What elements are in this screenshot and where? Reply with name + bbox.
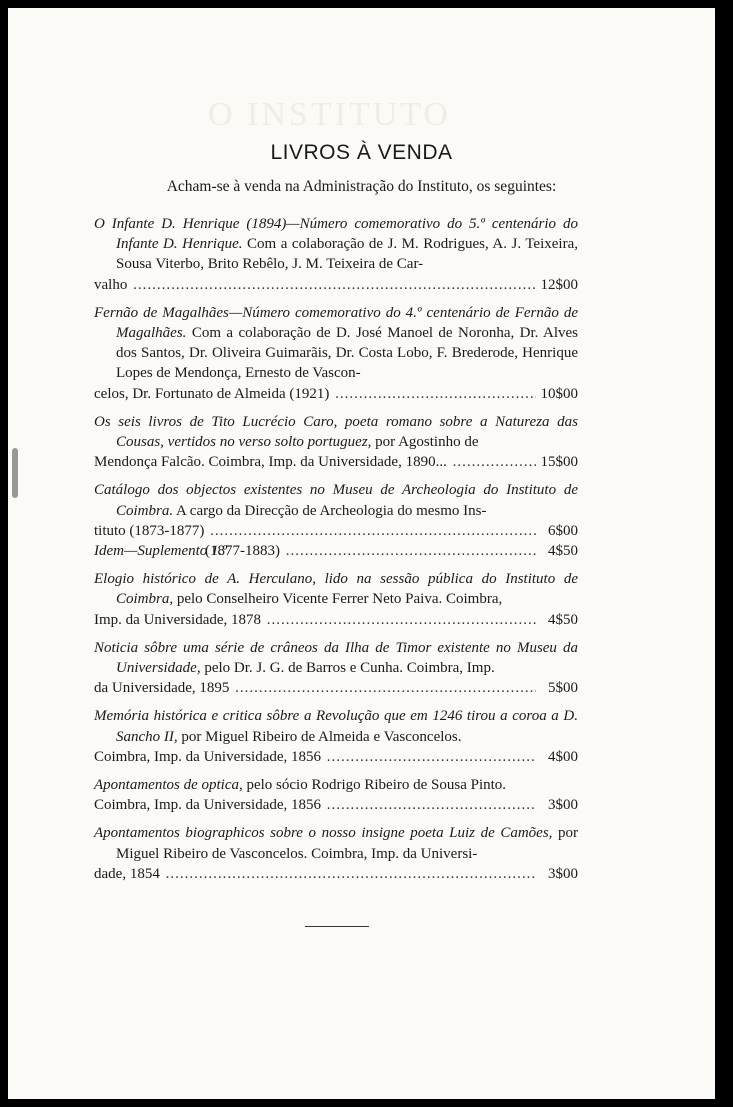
- book-entry: [94, 303, 578, 404]
- book-title: Os seis livros de Tito Lucrécio Caro, poeta romano sobre a Natureza das Cousas, vertidos no verso solto portuguez,: [94, 413, 578, 451]
- book-price-line: [94, 678, 578, 698]
- book-details: pelo Dr. J. G. de Barros e Cunha. Coimbra, Imp.: [204, 660, 495, 677]
- book-details: pelo Conselheiro Vicente Ferrer Neto Paiva. Coimbra,: [176, 591, 503, 608]
- dot-leader: [325, 747, 536, 767]
- book-details-tail: Mendonça Falcão. Coimbra, Imp. da Universidade, 1890...: [94, 454, 447, 471]
- book-entry: [94, 569, 578, 630]
- scan-smudge: [12, 448, 18, 498]
- book-details-tail: tituto (1873-1877): [94, 522, 205, 539]
- book-details: pelo sócio Rodrigo Ribeiro de Sousa Pinto.: [246, 777, 507, 794]
- book-details-tail: (1877-1883): [204, 543, 280, 560]
- book-title: Catálogo dos objectos existentes no Museu de Archeologia do Instituto de Coimbra.: [94, 482, 578, 519]
- book-entry: [94, 412, 578, 473]
- book-price: 5$00: [548, 680, 578, 697]
- book-price: 6$00: [548, 522, 578, 539]
- dot-leader: [451, 452, 536, 472]
- book-details-tail: da Universidade, 1895: [94, 680, 230, 697]
- book-entry: [94, 823, 578, 884]
- dot-leader: [208, 521, 536, 541]
- book-price: 4$50: [548, 611, 578, 628]
- book-details-tail: celos, Dr. Fortunato de Almeida (1921): [94, 385, 330, 402]
- book-price-line: [94, 864, 578, 884]
- dot-leader: [325, 795, 536, 815]
- book-price-line: [94, 541, 578, 561]
- book-details-tail: dade, 1854: [94, 865, 160, 882]
- book-details-tail: valho: [94, 276, 128, 293]
- book-details: A cargo da Direcção de Archeologia do mesmo Ins-: [176, 502, 487, 519]
- book-price-line: [94, 747, 578, 767]
- book-details: Com a colaboração de J. M. Rodrigues, A. J. Teixeira, Sousa Viterbo, Brito Rebêlo, J. M. Teixeira de Car-: [116, 236, 578, 273]
- book-price-line: [94, 521, 578, 541]
- book-entry: [94, 775, 578, 815]
- book-price-line: [94, 275, 578, 295]
- book-details: por Miguel Ribeiro de Vasconcelos. Coimbra, Imp. da Universi-: [116, 825, 579, 862]
- book-price: 4$00: [548, 748, 578, 765]
- book-details: Com a colaboração de D. José Manoel de Noronha, Dr. Alves dos Santos, Dr. Oliveira Guimarãis, Dr. Costa Lobo, F. Brederode, Henrique Lopes de Mendonça, Ernesto de Vascon-: [116, 325, 578, 382]
- book-details-tail: Coimbra, Imp. da Universidade, 1856: [94, 748, 322, 765]
- book-entry: [94, 480, 578, 541]
- book-details-tail: Coimbra, Imp. da Universidade, 1856: [94, 797, 322, 814]
- book-price: 10$00: [540, 385, 578, 402]
- book-entry: [94, 541, 578, 561]
- book-entry: [94, 706, 578, 767]
- book-details: por Miguel Ribeiro de Almeida e Vasconcelos.: [181, 728, 462, 745]
- page-title: LIVROS À VENDA: [270, 141, 453, 164]
- book-price-line: [94, 610, 578, 630]
- dot-leader: [284, 541, 536, 561]
- book-price: 3$00: [548, 865, 578, 882]
- dot-leader: [131, 275, 536, 295]
- book-title: Elogio histórico de A. Herculano, lido na sessão pública do Instituto de Coimbra,: [94, 571, 578, 608]
- book-details: por Agostinho de: [375, 434, 479, 451]
- book-list: [94, 214, 578, 892]
- book-price-line: [94, 795, 578, 815]
- book-title: O Infante D. Henrique (1894)—Número comemorativo do 5.º centenário do Infante D. Henrique.: [94, 216, 578, 253]
- book-price: 12$00: [540, 276, 578, 293]
- dot-leader: [233, 678, 536, 698]
- book-entry: [94, 638, 578, 699]
- dot-leader: [164, 864, 536, 884]
- book-price: 3$00: [548, 797, 578, 814]
- book-title: Fernão de Magalhães—Número comemorativo do 4.º centenário de Fernão de Magalhães.: [94, 304, 578, 342]
- book-title: Apontamentos de optica,: [94, 777, 243, 794]
- book-entry: [94, 214, 578, 295]
- book-details-tail: Imp. da Universidade, 1878: [94, 611, 262, 628]
- book-title: Idem—Suplemento 1.º: [94, 543, 227, 560]
- dot-leader: [265, 610, 536, 630]
- book-price: 4$50: [548, 543, 578, 560]
- bleed-through-text: O INSTITUTO: [208, 96, 451, 133]
- book-title: Noticia sôbre uma série de crâneos da Ilha de Timor existente no Museu da Universidade,: [94, 639, 578, 677]
- page-subtitle: Acham-se à venda na Administração do Instituto, os seguintes:: [166, 178, 557, 195]
- book-price-line: [94, 452, 578, 472]
- section-divider: [305, 926, 369, 927]
- book-price: 15$00: [540, 454, 578, 471]
- document-page: [8, 8, 715, 1099]
- book-price-line: [94, 384, 578, 404]
- book-title: Memória histórica e critica sôbre a Revolução que em 1246 tirou a coroa a D. Sancho II,: [94, 708, 578, 745]
- dot-leader: [333, 384, 536, 404]
- book-title: Apontamentos biographicos sobre o nosso insigne poeta Luiz de Camões,: [94, 825, 553, 842]
